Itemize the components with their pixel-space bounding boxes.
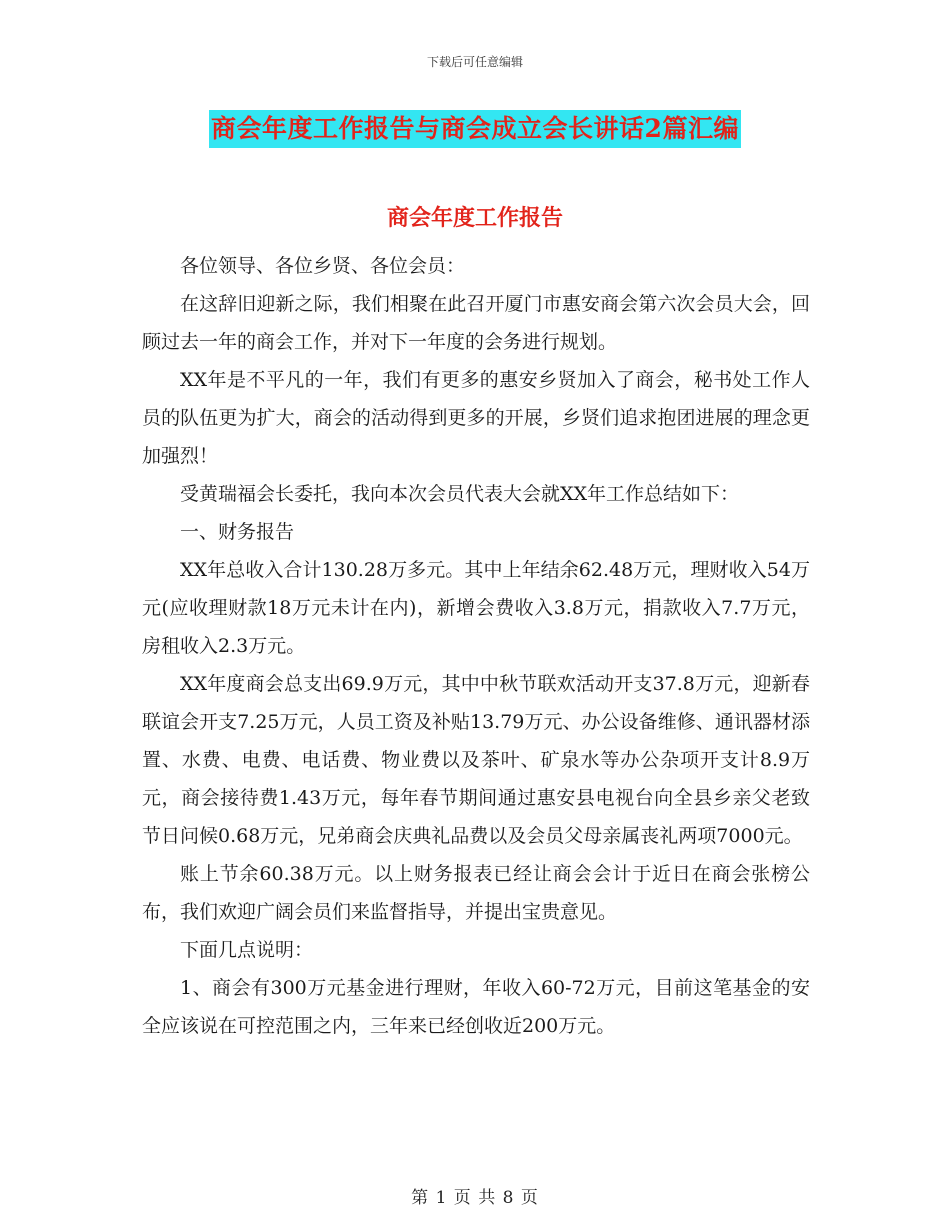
paragraph: 受黄瑞福会长委托，我向本次会员代表大会就XX年工作总结如下： — [180, 483, 740, 505]
document-title-container — [0, 110, 950, 148]
document-body — [142, 247, 810, 1045]
paragraph: 账上节余60.38万元。以上财务报表已经让商会会计于近日在商会张榜公布，我们欢迎广阔会员们来监督指导，并提出宝贵意见。 — [142, 863, 810, 923]
paragraph: 下面几点说明： — [180, 939, 314, 961]
document-title: 商会年度工作报告与商会成立会长讲话2篇汇编 — [209, 110, 741, 148]
paragraph: 在这辞旧迎新之际，我们相聚在此召开厦门市惠安商会第六次会员大会，回顾过去一年的商会工作，并对下一年度的会务进行规划。 — [142, 293, 810, 353]
page-number-footer: 第 1 页 共 8 页 — [411, 1188, 539, 1208]
paragraph: XX年是不平凡的一年，我们有更多的惠安乡贤加入了商会，秘书处工作人员的队伍更为扩大，商会的活动得到更多的开展，乡贤们追求抱团进展的理念更加强烈！ — [142, 369, 810, 467]
section-title: 商会年度工作报告 — [386, 205, 563, 231]
paragraph: 1、商会有300万元基金进行理财，年收入60-72万元，目前这笔基金的安全应该说在可控范围之内，三年来已经创收近200万元。 — [142, 977, 810, 1037]
subheading-financial-report: 一、财务报告 — [180, 521, 295, 543]
page-header-note: 下载后可任意编辑 — [426, 55, 523, 69]
paragraph-salutation: 各位领导、各位乡贤、各位会员： — [180, 255, 466, 277]
paragraph: XX年总收入合计130.28万多元。其中上年结余62.48万元，理财收入54万元(应收理财款18万元未计在内)，新增会费收入3.8万元，捐款收入7.7万元，房租收入2.3万元。 — [142, 559, 810, 657]
paragraph: XX年度商会总支出69.9万元，其中中秋节联欢活动开支37.8万元，迎新春联谊会开支7.25万元，人员工资及补贴13.79万元、办公设备维修、通讯器材添置、水费、电费、电话费、物业费以及茶叶、矿泉水等办公杂项开支计8.9万元，商会接待费1.43万元，每年春节期间通过惠安县电视台向全县乡亲父老致节日问候0.68万元，兄弟商会庆典礼品费以及会员父母亲属丧礼两项7000元。 — [142, 673, 810, 847]
